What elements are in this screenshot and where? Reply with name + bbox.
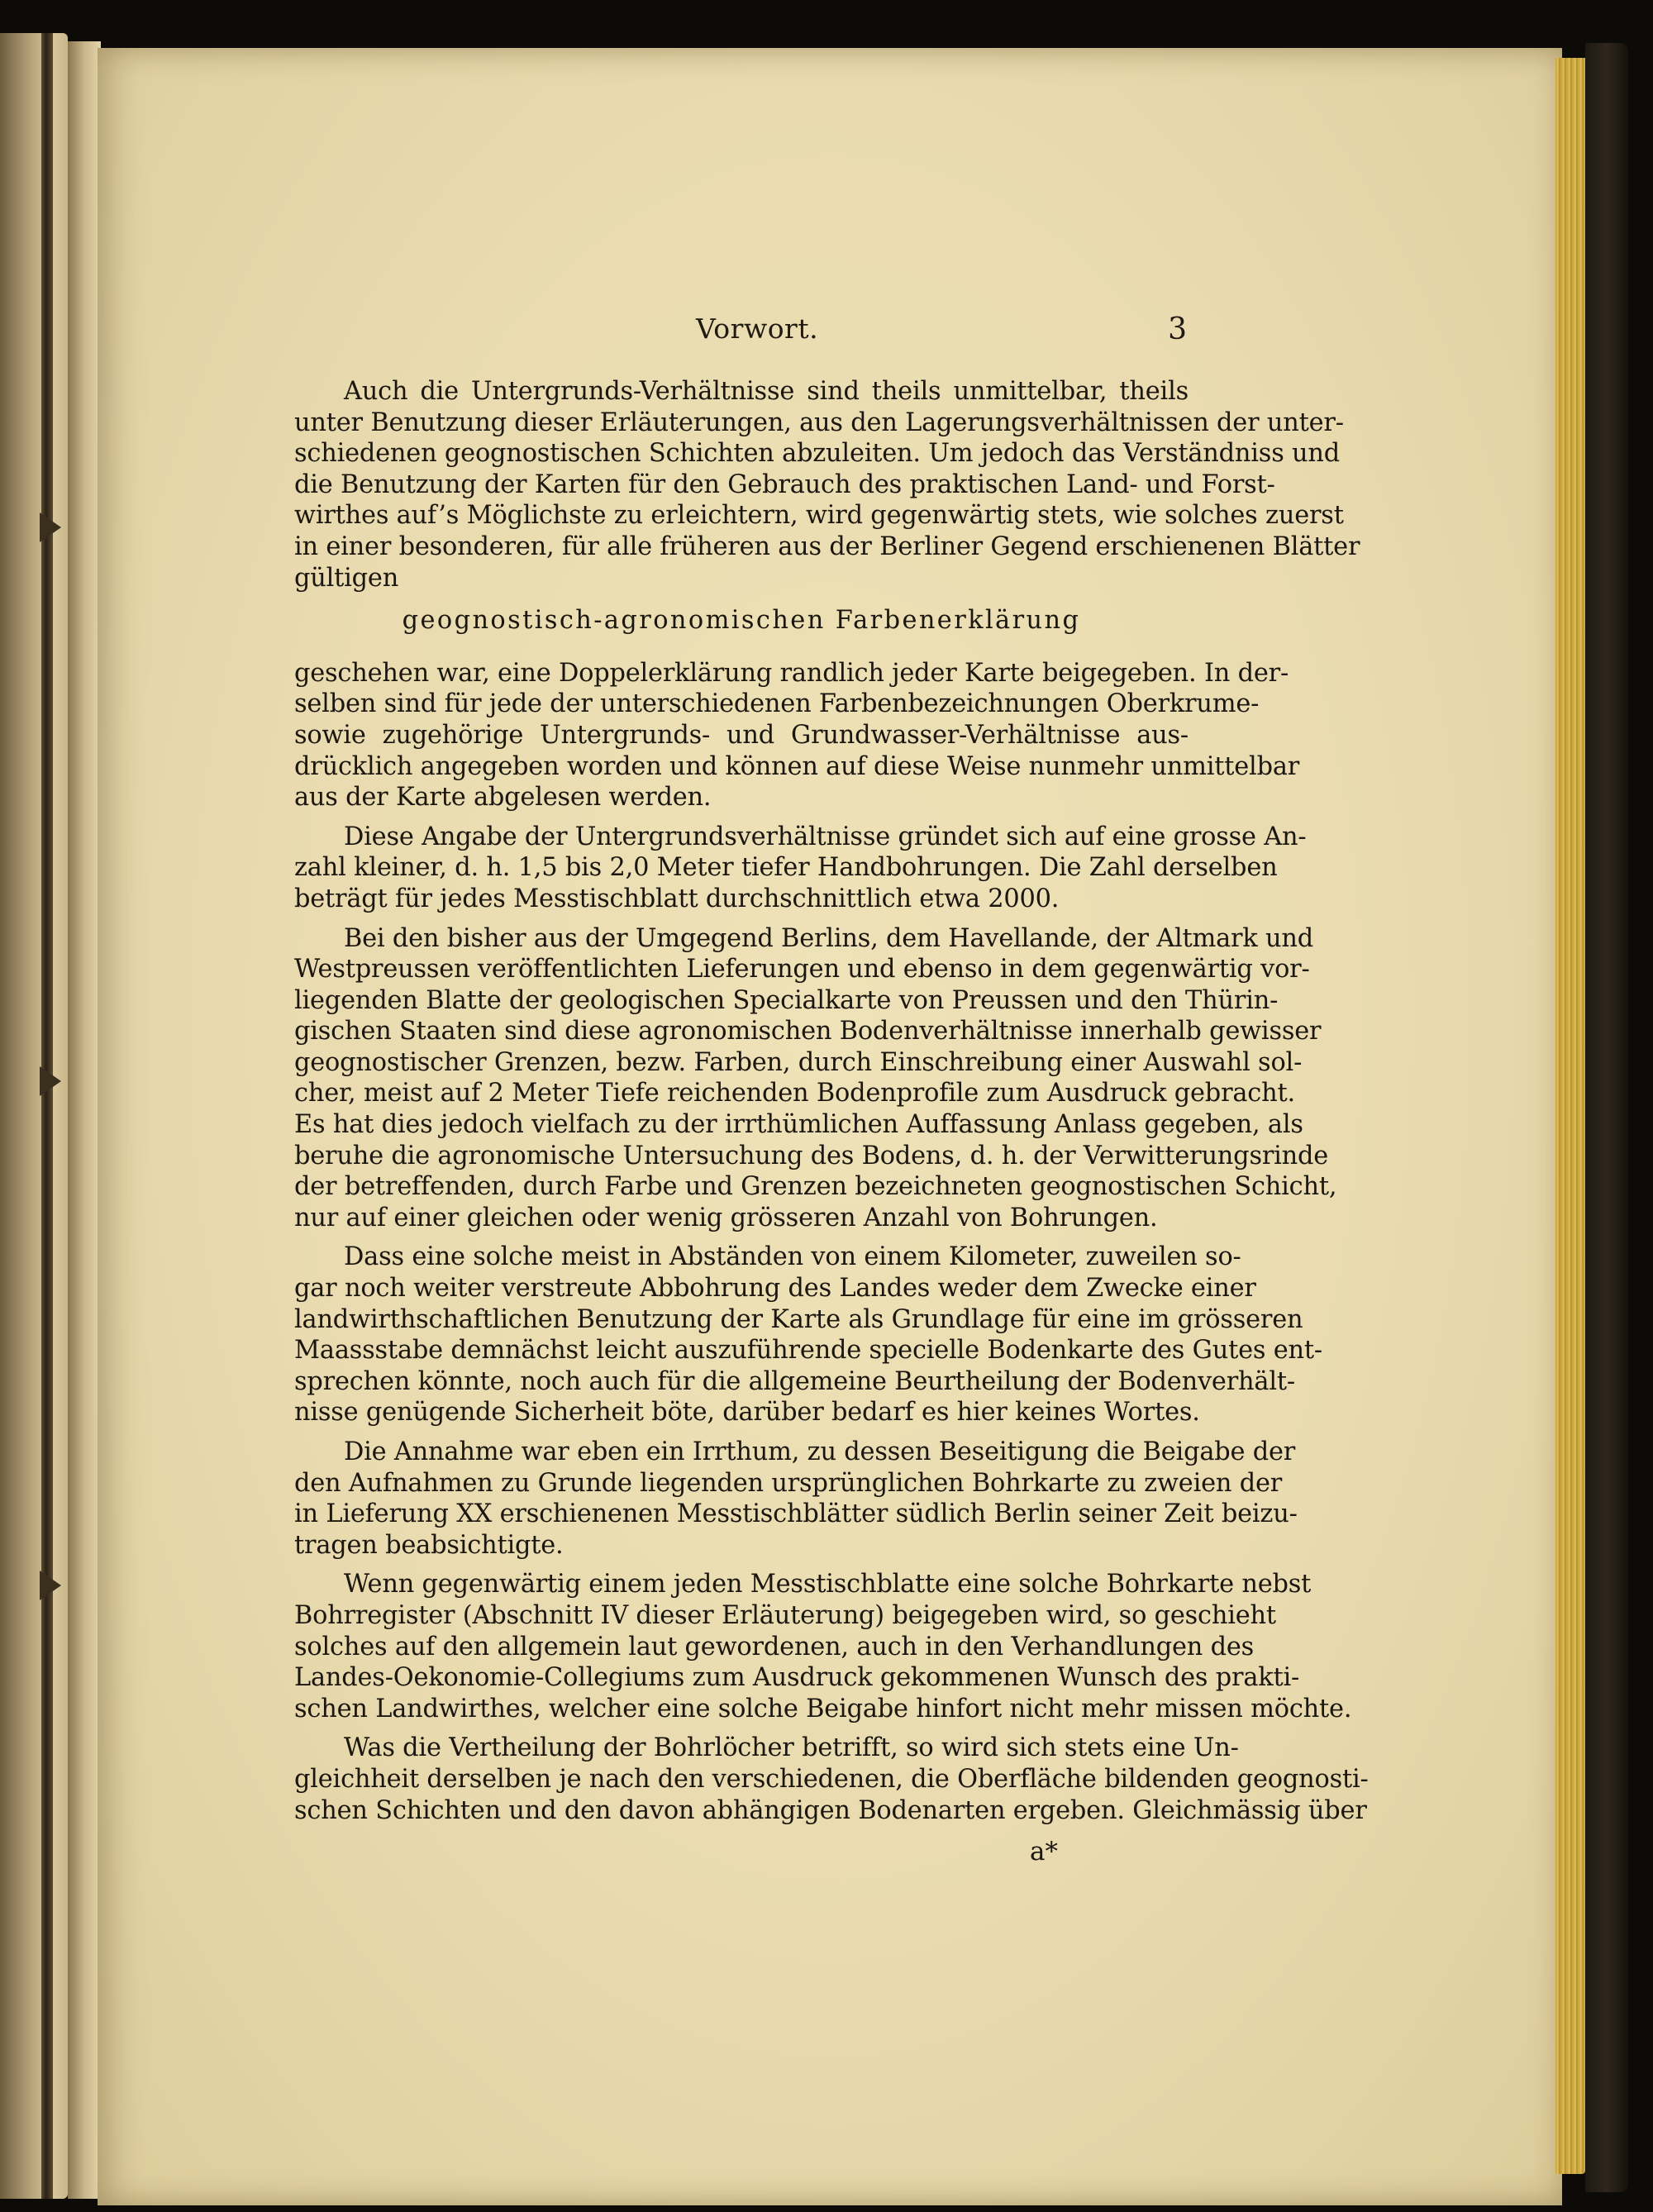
running-header (294, 312, 1187, 354)
text-line: beträgt für jedes Messtischblatt durchschnittlich etwa 2000. (294, 884, 1060, 913)
text-line: nur auf einer gleichen oder wenig grösseren Anzahl von Bohrungen. (294, 1203, 1158, 1232)
text-line: Was die Vertheilung der Bohrlöcher betrifft, so wird sich stets eine Un- (344, 1733, 1239, 1763)
paragraph (294, 1569, 1352, 1724)
book-cover-edge (1585, 43, 1628, 2192)
text-line: der betreffenden, durch Farbe und Grenzen bezeichneten geognostischen Schicht, (294, 1172, 1337, 1202)
text-line: gleichheit derselben je nach den verschiedenen, die Oberfläche bildenden geognosti- (294, 1764, 1369, 1794)
text-line: gar noch weiter verstreute Abbohrung des Landes weder dem Zwecke einer (294, 1274, 1256, 1304)
text-line: schiedenen geognostischen Schichten abzuleiten. Um jedoch das Verständniss und (294, 439, 1341, 469)
text-line: Dass eine solche meist in Abständen von einem Kilometer, zuweilen so- (344, 1242, 1241, 1272)
text-line: liegenden Blatte der geologischen Specialkarte von Preussen und den Thürin- (294, 985, 1279, 1015)
book-binding (41, 33, 53, 2199)
text-line: geschehen war, eine Doppelerklärung randlich jeder Karte beigegeben. In der- (294, 658, 1289, 688)
text-line: Die Annahme war eben ein Irrthum, zu dessen Beseitigung die Beigabe der (344, 1437, 1296, 1466)
centered-heading: geognostisch-agronomischen Farbenerklärung (402, 606, 1081, 636)
binding-stitch (40, 1571, 61, 1600)
gilded-page-edges (1555, 58, 1585, 2174)
text-line: wirthes auf’s Möglichste zu erleichtern, wird gegenwärtig stets, wie solches zuerst (294, 501, 1344, 531)
text-line: solches auf den allgemein laut gewordenen, auch in den Verhandlungen des (294, 1632, 1255, 1661)
signature-mark: a* (1030, 1837, 1058, 1866)
text-line: Wenn gegenwärtig einem jeden Messtischblatte eine solche Bohrkarte nebst (344, 1570, 1312, 1599)
text-line: schen Landwirthes, welcher eine solche Beigabe hinfort nicht mehr missen möchte. (294, 1694, 1352, 1723)
text-line: die Benutzung der Karten für den Gebrauch des praktischen Land- und Forst- (294, 470, 1275, 499)
binding-stitch (40, 512, 61, 542)
text-line: Es hat dies jedoch vielfach zu der irrthümlichen Auffassung Anlass gegeben, als (294, 1110, 1303, 1140)
page-gutter (68, 41, 101, 2199)
text-line: Auch die Untergrunds-Verhältnisse sind theils unmittelbar, theils (344, 377, 1189, 406)
body-text (294, 376, 1369, 1826)
text-line: in einer besonderen, für alle früheren aus der Berliner Gegend erschienenen Blätter (294, 532, 1360, 561)
text-line: Westpreussen veröffentlichten Lieferungen und ebenso in dem gegenwärtig vor- (294, 955, 1310, 984)
text-line: Diese Angabe der Untergrundsverhältnisse gründet sich auf eine grosse An- (344, 822, 1307, 851)
facing-page-edge (0, 33, 68, 2199)
text-line: Bei den bisher aus der Umgegend Berlins, dem Havellande, der Altmark und (344, 923, 1314, 953)
paragraph (294, 1242, 1322, 1428)
paragraph (294, 376, 1360, 594)
header-title: Vorwort. (696, 312, 819, 345)
paragraph (294, 822, 1307, 915)
text-line: aus der Karte abgelesen werden. (294, 783, 712, 813)
text-line: nisse genügende Sicherheit böte, darüber bedarf es hier keines Wortes. (294, 1398, 1200, 1428)
text-line: in Lieferung XX erschienenen Messtischblätter südlich Berlin seiner Zeit beizu- (294, 1499, 1298, 1529)
text-line: den Aufnahmen zu Grunde liegenden ursprünglichen Bohrkarte zu zweien der (294, 1468, 1283, 1498)
text-line: zahl kleiner, d. h. 1,5 bis 2,0 Meter tiefer Handbohrungen. Die Zahl derselben (294, 853, 1278, 883)
text-line: gültigen (294, 563, 399, 593)
text-line: gischen Staaten sind diese agronomischen Bodenverhältnisse innerhalb gewisser (294, 1017, 1322, 1046)
text-line: sowie zugehörige Untergrunds- und Grundwasser-Verhältnisse aus- (294, 720, 1189, 750)
text-line: cher, meist auf 2 Meter Tiefe reichenden Bodenprofile zum Ausdruck gebracht. (294, 1079, 1295, 1108)
text-line: drücklich angegeben worden und können auf diese Weise nunmehr unmittelbar (294, 751, 1300, 781)
text-line: sprechen könnte, noch auch für die allgemeine Beurtheilung der Bodenverhält- (294, 1366, 1295, 1396)
text-line: landwirthschaftlichen Benutzung der Karte als Grundlage für eine im grösseren (294, 1304, 1303, 1334)
text-line: schen Schichten und den davon abhängigen Bodenarten ergeben. Gleichmässig über (294, 1795, 1367, 1825)
paragraph (294, 1733, 1369, 1826)
text-line: geognostischer Grenzen, bezw. Farben, durch Einschreibung einer Auswahl sol- (294, 1047, 1303, 1077)
text-line: beruhe die agronomische Untersuchung des Bodens, d. h. der Verwitterungsrinde (294, 1141, 1329, 1170)
text-line: unter Benutzung dieser Erläuterungen, aus den Lagerungsverhältnissen der unter- (294, 408, 1344, 437)
text-line: Landes-Oekonomie-Collegiums zum Ausdruck gekommenen Wunsch des prakti- (294, 1663, 1300, 1693)
text-line: tragen beabsichtigte. (294, 1530, 564, 1560)
paragraph (294, 1437, 1298, 1561)
binding-stitch (40, 1066, 61, 1096)
text-line: selben sind für jede der unterschiedenen Farbenbezeichnungen Oberkrume- (294, 689, 1260, 719)
page-number: 3 (1168, 312, 1187, 346)
paragraph (294, 658, 1300, 813)
text-line: Maassstabe demnächst leicht auszuführende specielle Bodenkarte des Gutes ent- (294, 1336, 1322, 1366)
text-line: Bohrregister (Abschnitt IV dieser Erläuterung) beigegeben wird, so geschieht (294, 1600, 1276, 1630)
paragraph (294, 923, 1337, 1234)
